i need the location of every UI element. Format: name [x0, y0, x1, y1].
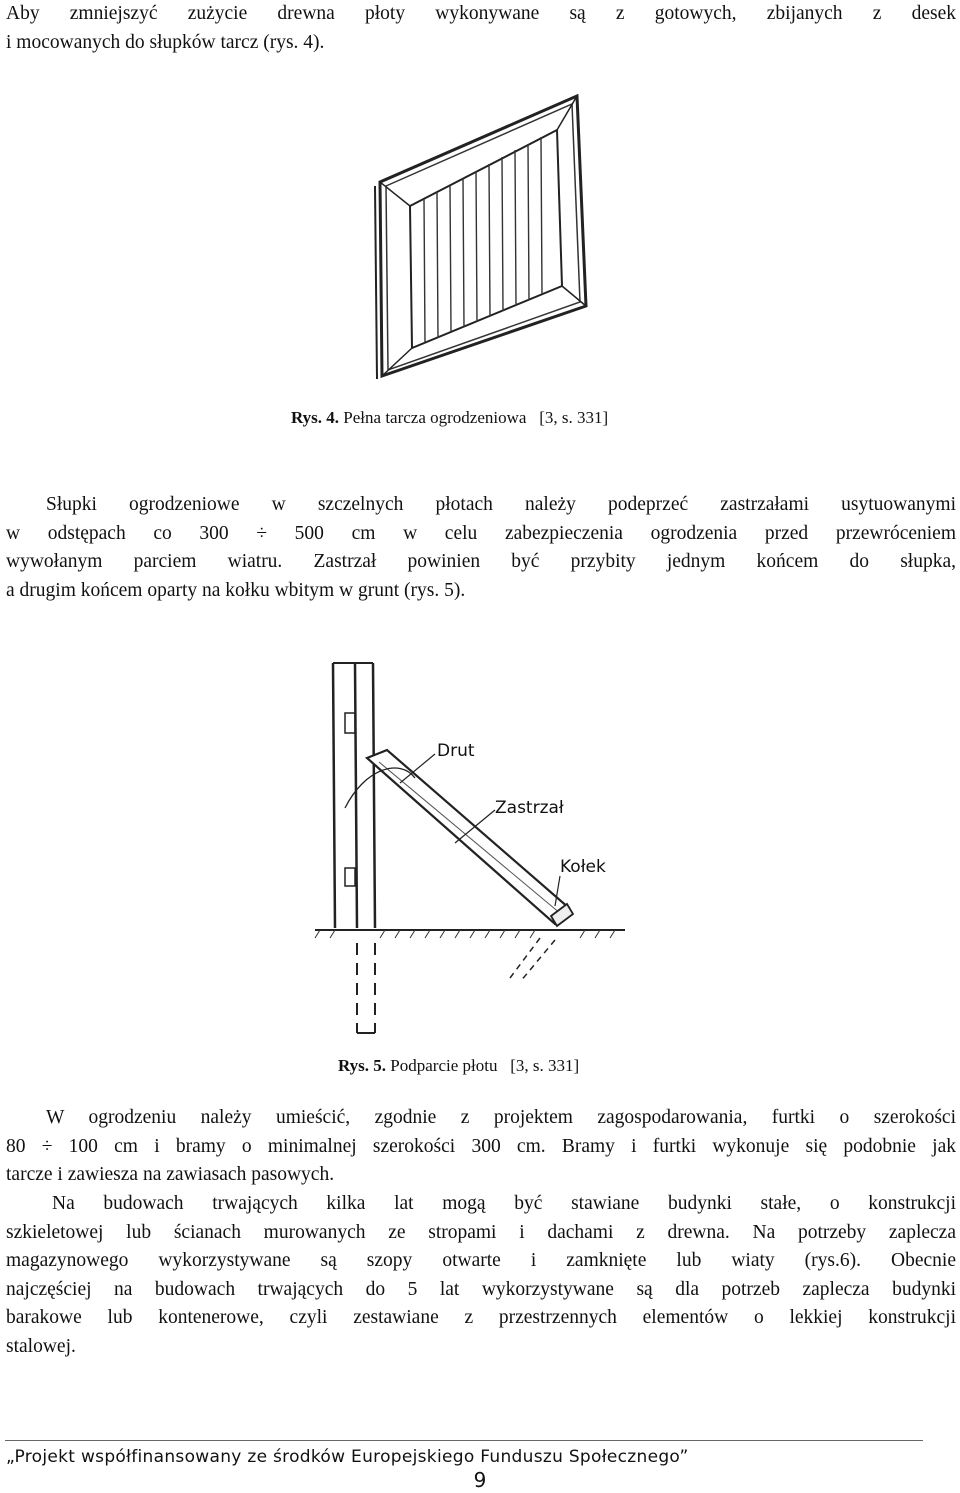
- figure-fence-panel: [372, 94, 600, 380]
- text-line: magazynowego wykorzystywane są szopy otwarte i zamknięte lub wiaty (rys.6). Obecnie: [6, 1250, 956, 1271]
- text-line: Na budowach trwających kilka lat mogą być stawiane budynki stałe, o konstrukcji: [52, 1193, 956, 1214]
- figure5-label: Rys. 5.: [338, 1056, 387, 1075]
- figure5-caption: [338, 1056, 579, 1076]
- paragraph-intro: [6, 0, 956, 57]
- label-kolek: Kołek: [560, 857, 606, 877]
- label-zastrzal: Zastrzał: [495, 798, 564, 818]
- page-number: 9: [473, 1468, 487, 1492]
- text-line: barakowe lub kontenerowe, czyli zestawiane z przestrzennych elementów o lekkiej konstrukcji: [6, 1307, 956, 1328]
- text-line: najczęściej na budowach trwających do 5 lat wykorzystywane są dla potrzeb zaplecza budynki: [6, 1278, 956, 1300]
- text-line: stalowej.: [6, 1335, 76, 1357]
- footer-funding-note: „Projekt współfinansowany ze środków Europejskiego Funduszu Społecznego”: [6, 1447, 689, 1467]
- figure5-reference: [3, s. 331]: [510, 1056, 580, 1075]
- text-line: a drugim końcem oparty na kołku wbitym w grunt (rys. 5).: [6, 579, 466, 601]
- paragraph-gates: [6, 1104, 956, 1190]
- text-line: Słupki ogrodzeniowe w szczelnych płotach należy podeprzeć zastrzałami usytuowanymi: [46, 494, 956, 515]
- figure4-caption: [291, 408, 608, 428]
- figure5-caption-text: Podparcie płotu: [390, 1056, 498, 1075]
- text-line: szkieletowej lub ścianach murowanych ze stropami i dachami z drewna. Na potrzeby zaplecza: [6, 1221, 956, 1243]
- figure4-reference: [3, s. 331]: [539, 408, 609, 427]
- text-line: w odstępach co 300 ÷ 500 cm w celu zabezpieczenia ogrodzenia przed przewróceniem: [6, 522, 956, 544]
- text-line: i mocowanych do słupków tarcz (rys. 4).: [6, 31, 325, 53]
- paragraph-buildings: [6, 1190, 956, 1361]
- text-line: W ogrodzeniu należy umieścić, zgodnie z projektem zagospodarowania, furtki o szerokości: [46, 1107, 956, 1128]
- paragraph-posts: [6, 491, 956, 605]
- figure4-label: Rys. 4.: [291, 408, 340, 427]
- text-line: wywołanym parciem wiatru. Zastrzał powinien być przybity jednym końcem do słupka,: [6, 551, 956, 572]
- figure4-caption-text: Pełna tarcza ogrodzeniowa: [343, 408, 527, 427]
- text-line: Aby zmniejszyć zużycie drewna płoty wykonywane są z gotowych, zbijanych z desek: [6, 3, 956, 24]
- label-drut: Drut: [437, 741, 475, 761]
- text-line: 80 ÷ 100 cm i bramy o minimalnej szerokości 300 cm. Bramy i furtki wykonuje się podobnie jak: [6, 1135, 956, 1157]
- footer-divider: [5, 1440, 923, 1441]
- figure-fence-bracing: [305, 658, 660, 1050]
- text-line: tarcze i zawiesza na zawiasach pasowych.: [6, 1164, 335, 1185]
